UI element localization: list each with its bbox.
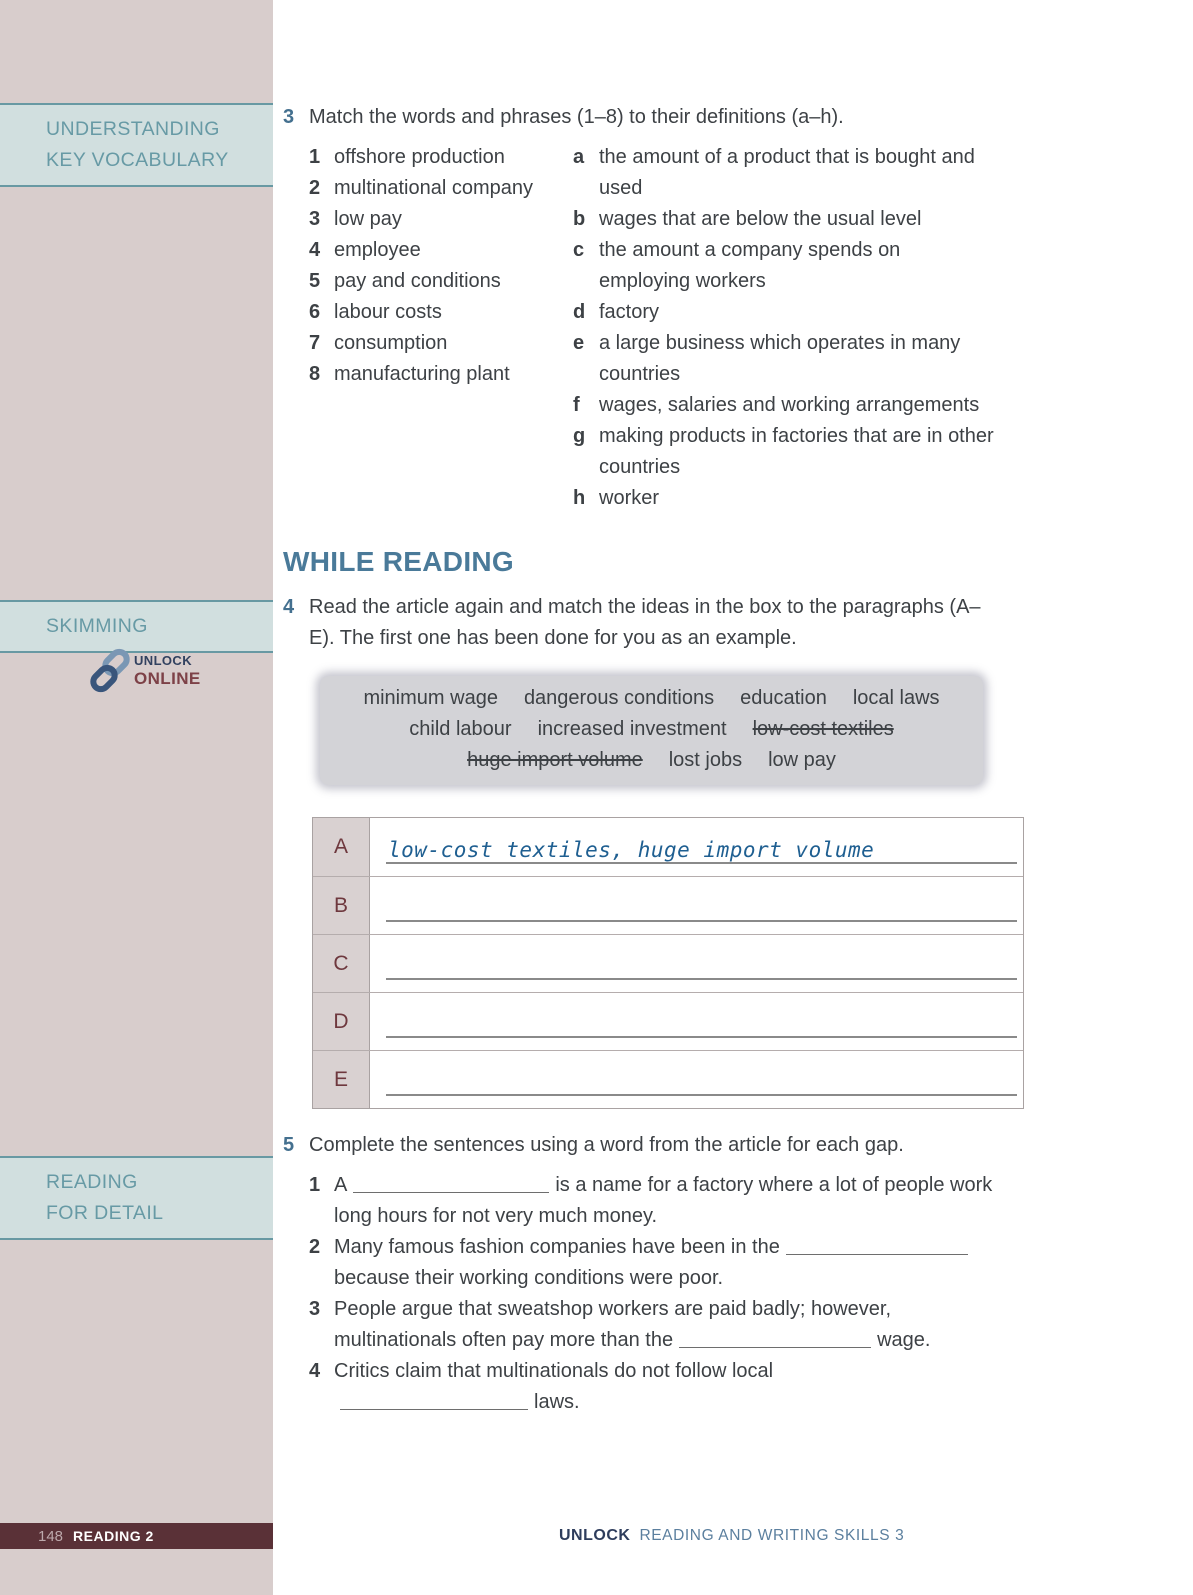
term-item	[309, 235, 573, 266]
row-answer-cell	[370, 935, 1023, 992]
term-text: manufacturing plant	[334, 363, 510, 385]
sentence-number: 3	[309, 1298, 321, 1320]
term-number: 4	[309, 239, 321, 261]
term-item	[309, 266, 573, 297]
exercise-4	[283, 592, 995, 654]
sentence-text	[334, 1294, 995, 1356]
answer-blank-line	[386, 1036, 1017, 1038]
fill-in-blank	[679, 1329, 871, 1348]
answer-blank-line	[386, 1094, 1017, 1096]
fill-in-blank	[340, 1391, 528, 1410]
footer-brand	[559, 1523, 904, 1549]
page-content	[273, 0, 1193, 1595]
sidebar-label-skimming	[0, 600, 273, 653]
term-number: 1	[309, 146, 321, 168]
section-heading-while-reading: WHILE READING	[283, 546, 515, 577]
exercise-4-instruction: Read the article again and match the ideas in the box to the paragraphs (A–E). The first one has been done for you as an example.	[309, 596, 981, 649]
term-number: 7	[309, 332, 321, 354]
word-box-phrase: low pay	[768, 749, 836, 771]
term-number: 6	[309, 301, 321, 323]
term-item	[309, 328, 573, 359]
term-text: pay and conditions	[334, 270, 501, 292]
term-number: 8	[309, 363, 321, 385]
fill-in-blank	[353, 1174, 549, 1193]
row-answer-cell	[370, 877, 1023, 934]
word-box-phrase: lost jobs	[668, 749, 743, 771]
definition-text: making products in factories that are in other countries	[599, 425, 994, 478]
row-letter: C	[313, 935, 370, 992]
definition-letter: f	[573, 394, 580, 416]
sidebar-label-line: SKIMMING	[46, 615, 148, 637]
term-text: offshore production	[334, 146, 505, 168]
term-item	[309, 204, 573, 235]
row-answer-cell	[370, 1051, 1023, 1108]
sentence-fragment: Critics claim that multinationals do not follow local	[334, 1360, 774, 1382]
row-letter: A	[313, 818, 370, 876]
answer-blank-line	[386, 862, 1017, 864]
definition-letter: e	[573, 332, 585, 354]
exercise-5	[283, 1130, 995, 1418]
answer-blank-line	[386, 978, 1017, 980]
chain-link-icon	[88, 648, 132, 694]
sentence-number: 2	[309, 1236, 321, 1258]
word-box-line	[330, 745, 973, 776]
definition-item	[573, 421, 995, 483]
term-text: multinational company	[334, 177, 533, 199]
unlock-online-logo	[88, 648, 201, 694]
term-text: low pay	[334, 208, 402, 230]
definition-item	[573, 142, 995, 204]
brand-unlock: UNLOCK	[559, 1527, 631, 1544]
sentence-item	[309, 1170, 995, 1232]
handwritten-answer: low-cost textiles, huge import volume	[388, 838, 875, 862]
page-section-label: READING 2	[73, 1528, 154, 1544]
sentence-text	[334, 1170, 995, 1232]
sentence-fragment: because their working conditions were poor.	[334, 1267, 724, 1289]
definition-item	[573, 297, 995, 328]
definition-text: the amount a company spends on employing workers	[599, 239, 901, 292]
word-box-phrase: minimum wage	[363, 687, 498, 709]
sentence-number: 4	[309, 1360, 321, 1382]
unlock-logo-text: UNLOCK	[134, 653, 193, 668]
exercise-4-number: 4	[283, 596, 295, 618]
exercise-3-number: 3	[283, 106, 295, 128]
word-box-phrase-struck: low-cost textiles	[752, 718, 894, 740]
sidebar-label-line: FOR DETAIL	[46, 1202, 164, 1224]
definition-text: wages, salaries and working arrangements	[599, 394, 980, 416]
table-row	[313, 934, 1023, 992]
row-answer-cell	[370, 818, 1023, 876]
exercise-5-number: 5	[283, 1134, 295, 1156]
definition-text: wages that are below the usual level	[599, 208, 922, 230]
term-number: 2	[309, 177, 321, 199]
sidebar-label-line: KEY VOCABULARY	[46, 149, 229, 171]
sentence-item	[309, 1294, 995, 1356]
row-letter: E	[313, 1051, 370, 1108]
row-letter: B	[313, 877, 370, 934]
table-row	[313, 876, 1023, 934]
sentence-fragment: Many famous fashion companies have been in the	[334, 1236, 780, 1258]
page-number: 148	[38, 1527, 64, 1545]
term-item	[309, 142, 573, 173]
definition-text: the amount of a product that is bought and used	[599, 146, 975, 199]
word-box-phrase: education	[740, 687, 827, 709]
sidebar-label-line: UNDERSTANDING	[46, 118, 220, 140]
definition-item	[573, 204, 995, 235]
word-box-phrase-struck: huge import volume	[467, 749, 643, 771]
exercise-4-answers-table	[312, 817, 1024, 1109]
word-box-phrase: dangerous conditions	[523, 687, 715, 709]
footer-page-bar	[0, 1523, 273, 1549]
word-box-line	[330, 714, 973, 745]
term-item	[309, 297, 573, 328]
sentence-number: 1	[309, 1174, 321, 1196]
definition-text: a large business which operates in many countries	[599, 332, 961, 385]
exercise-3-definitions-list	[573, 142, 995, 514]
definition-item	[573, 390, 995, 421]
term-number: 3	[309, 208, 321, 230]
term-number: 5	[309, 270, 321, 292]
sentence-text	[334, 1356, 995, 1418]
sentence-item	[309, 1232, 995, 1294]
term-text: employee	[334, 239, 421, 261]
definition-letter: a	[573, 146, 585, 168]
term-text: labour costs	[334, 301, 442, 323]
term-text: consumption	[334, 332, 448, 354]
sidebar-label-understanding-key-vocabulary	[0, 103, 273, 187]
brand-series-title: READING AND WRITING SKILLS 3	[639, 1527, 905, 1544]
table-row	[313, 818, 1023, 876]
exercise-3	[283, 102, 995, 514]
word-box-phrase: increased investment	[537, 718, 727, 740]
row-letter: D	[313, 993, 370, 1050]
word-box-line	[330, 683, 973, 714]
sentence-fragment: is a name for a factory where a lot of people work long hours for not very much money.	[334, 1174, 993, 1227]
word-box-phrase: child labour	[409, 718, 512, 740]
definition-letter: b	[573, 208, 586, 230]
answer-blank-line	[386, 920, 1017, 922]
definition-item	[573, 483, 995, 514]
definition-letter: g	[573, 425, 586, 447]
sidebar-label-reading-for-detail	[0, 1156, 273, 1240]
sentence-fragment: A	[334, 1174, 348, 1196]
definition-item	[573, 328, 995, 390]
definition-text: worker	[599, 487, 660, 509]
definition-text: factory	[599, 301, 660, 323]
sidebar	[0, 0, 273, 1595]
exercise-3-terms-list	[309, 142, 573, 514]
definition-letter: d	[573, 301, 586, 323]
online-logo-text: ONLINE	[134, 669, 201, 688]
sentence-fragment: People argue that sweatshop workers are paid badly; however,	[334, 1298, 892, 1320]
definition-letter: c	[573, 239, 585, 261]
table-row	[313, 1050, 1023, 1108]
sentence-text	[334, 1232, 995, 1294]
exercise-5-instruction: Complete the sentences using a word from the article for each gap.	[309, 1134, 904, 1156]
term-item	[309, 359, 573, 390]
exercise-4-word-box	[320, 676, 983, 785]
fill-in-blank	[786, 1236, 968, 1255]
definition-item	[573, 235, 995, 297]
definition-letter: h	[573, 487, 586, 509]
sentence-item	[309, 1356, 995, 1418]
term-item	[309, 173, 573, 204]
exercise-3-instruction: Match the words and phrases (1–8) to their definitions (a–h).	[309, 106, 844, 128]
sentence-fragment: wage.	[877, 1329, 931, 1351]
sentence-fragment: laws.	[534, 1391, 580, 1413]
row-answer-cell	[370, 993, 1023, 1050]
sentence-fragment: multinationals often pay more than the	[334, 1329, 674, 1351]
word-box-phrase: local laws	[852, 687, 940, 709]
table-row	[313, 992, 1023, 1050]
sidebar-label-line: READING	[46, 1171, 138, 1193]
